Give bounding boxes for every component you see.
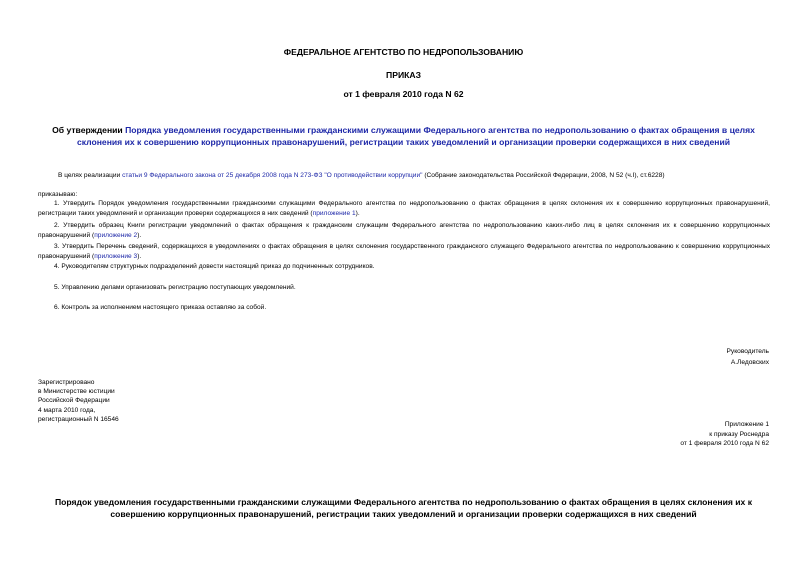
registration-line: Российской Федерации [38, 397, 110, 405]
order-heading: ПРИКАЗ [386, 70, 421, 80]
registration-line: 4 марта 2010 года, [38, 406, 96, 414]
order-item-6: 6. Контроль за исполнением настоящего приказа оставляю за собой. [54, 304, 267, 311]
item-2-text: 2. Утвердить образец Книги регистрации уведомлений о фактах обращения к гражданским служащим Федерального агентства по недропользованию каких-либо лиц в целях склонения их к совершению коррупционных правонарушений ( [38, 222, 770, 239]
appendix-title: Порядок уведомления государственными гражданскими служащими Федерального агентства по недропользованию о фактах обращения в целях склонения их к совершению коррупционных правонарушений, регистрации таких уведомлений и организации проверки содержащихся в них сведений [54, 497, 753, 519]
item-1-text: 1. Утвердить Порядок уведомления государственными гражданскими служащими Федерального агентства по недропользованию о фактах обращения в целях склонения их к совершению коррупционных правонарушений, регистрации таких уведомлений и организации проверки содержащихся в них сведений ( [38, 200, 770, 217]
registration-line: Зарегистрировано [38, 379, 95, 386]
title-link[interactable]: Порядка уведомления государственными гражданскими служащими Федерального агентства по недропользованию о фактах обращения в целях склонения их к совершению коррупционных правонарушений, регистрации таких уведомлений и организации проверки содержащихся в них сведений [76, 125, 755, 147]
signer-position: Руководитель [726, 348, 769, 355]
signer-name: А.Ледовских [730, 359, 769, 366]
law-link[interactable]: статьи 9 Федерального закона от 25 декабря 2008 года N 273-ФЗ "О противодействии коррупции" [122, 172, 423, 179]
appendix-3-link[interactable]: приложение 3 [94, 252, 138, 260]
item-3-end: ). [137, 252, 142, 260]
order-item-5: 5. Управлению делами организовать регистрацию поступающих уведомлений. [54, 284, 296, 291]
item-3-text: 3. Утвердить Перечень сведений, содержащихся в уведомлениях о фактах обращения в целях склонения государственного гражданского служащего Федерального агентства по недропользованию к совершению коррупционных правонарушений ( [38, 243, 770, 260]
intro-before: В целях реализации [58, 172, 123, 179]
registration-line: регистрационный N 16546 [38, 415, 119, 423]
appendix-line: Приложение 1 [724, 421, 769, 428]
order-item-2 [38, 221, 770, 240]
agency-heading: ФЕДЕРАЛЬНОЕ АГЕНТСТВО ПО НЕДРОПОЛЬЗОВАНИЮ [283, 47, 524, 57]
item-1-end: ). [355, 209, 360, 217]
order-item-4: 4. Руководителям структурных подразделений довести настоящий приказ до подчиненных сотрудников. [54, 263, 375, 270]
order-title [38, 124, 769, 148]
title-prefix: Об утверждении [52, 125, 126, 135]
item-2-end: ). [137, 231, 142, 239]
appendix-line: к приказу Роснедра [709, 430, 769, 438]
intro-after: (Собрание законодательства Российской Федерации, 2008, N 52 (ч.I), ст.6228) [422, 172, 665, 179]
appendix-2-link[interactable]: приложение 2 [94, 231, 138, 239]
order-item-1 [38, 199, 770, 218]
prikazyvayu-label: приказываю: [38, 191, 78, 198]
appendix-line: от 1 февраля 2010 года N 62 [680, 440, 769, 448]
intro-paragraph [58, 171, 773, 181]
order-item-3 [38, 242, 770, 261]
appendix-block [680, 420, 769, 449]
registration-line: в Министерстве юстиции [38, 388, 115, 396]
appendix-1-link[interactable]: приложение 1 [312, 209, 356, 217]
order-date-number: от 1 февраля 2010 года N 62 [343, 89, 464, 99]
registration-block [38, 378, 238, 424]
